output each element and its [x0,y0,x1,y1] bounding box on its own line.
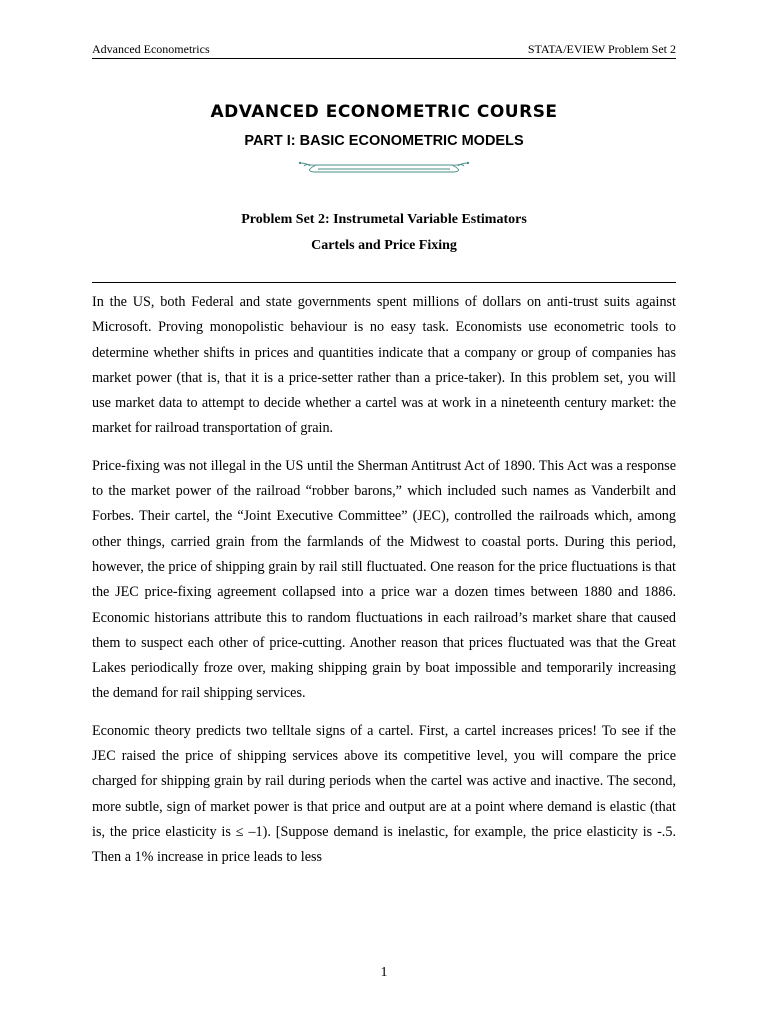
page-number: 1 [380,965,388,980]
running-header [92,41,676,59]
course-title: ADVANCED ECONOMETRIC COURSE [210,102,558,122]
header-problem-set: STATA/EVIEW Problem Set 2 [527,42,676,56]
part-title: PART I: BASIC ECONOMETRIC MODELS [244,133,524,149]
problem-set-subtitle: Cartels and Price Fixing [311,238,457,253]
header-course-name: Advanced Econometrics [92,42,210,56]
paragraph-1: In the US, both Federal and state governments spent millions of dollars on anti-trust suits against Microsoft. Proving monopolistic behaviour is no easy task. Economists use econometric tools to determine whether shifts in prices and quantities indicate that a company or group of companies has market power (that is, that it is a price-setter rather than a price-taker). In this problem set, you will use market data to attempt to decide whether a cartel was at work in a nineteenth century market: the market for railroad transportation of grain. [92,294,676,437]
paragraph-2: Price-fixing was not illegal in the US until the Sherman Antitrust Act of 1890. This Act was a response to the market power of the railroad “robber barons,” which included such names as Vanderbilt and Forbes. Their cartel, the “Joint Executive Committee” (JEC), controlled the railroads which, among other things, carried grain from the farmlands of the Midwest to coastal ports. During this period, however, the price of shipping grain by rail still fluctuated. One reason for the price fluctuations is that the JEC price-fixing agreement collapsed into a price war a dozen times between 1880 and 1886. Economic historians attribute this to random fluctuations in each railroad’s market share that caused them to suspect each other of price-cutting. Another reason that prices fluctuated was that the Great Lakes periodically froze over, making shipping grain by boat impossible and temporarily increasing the demand for rail shipping services. [92,457,676,702]
paragraph-3: Economic theory predicts two telltale signs of a cartel. First, a cartel increases prices! To see if the JEC raised the price of shipping services above its competitive level, you will compare the price charged for shipping grain by rail during periods when the cartel was active and inactive. The second, more subtle, sign of market power is that price and output are at a point where demand is elastic (that is, the price elasticity is ≤ –1). [Suppose demand is inelastic, for example, the price elasticity is -.5. Then a 1% increase in price leads to less [92,722,676,866]
problem-set-title: Problem Set 2: Instrumetal Variable Estimators [241,212,527,227]
body-text [92,290,676,883]
section-divider [92,282,676,283]
ornament-divider-icon [296,160,472,176]
